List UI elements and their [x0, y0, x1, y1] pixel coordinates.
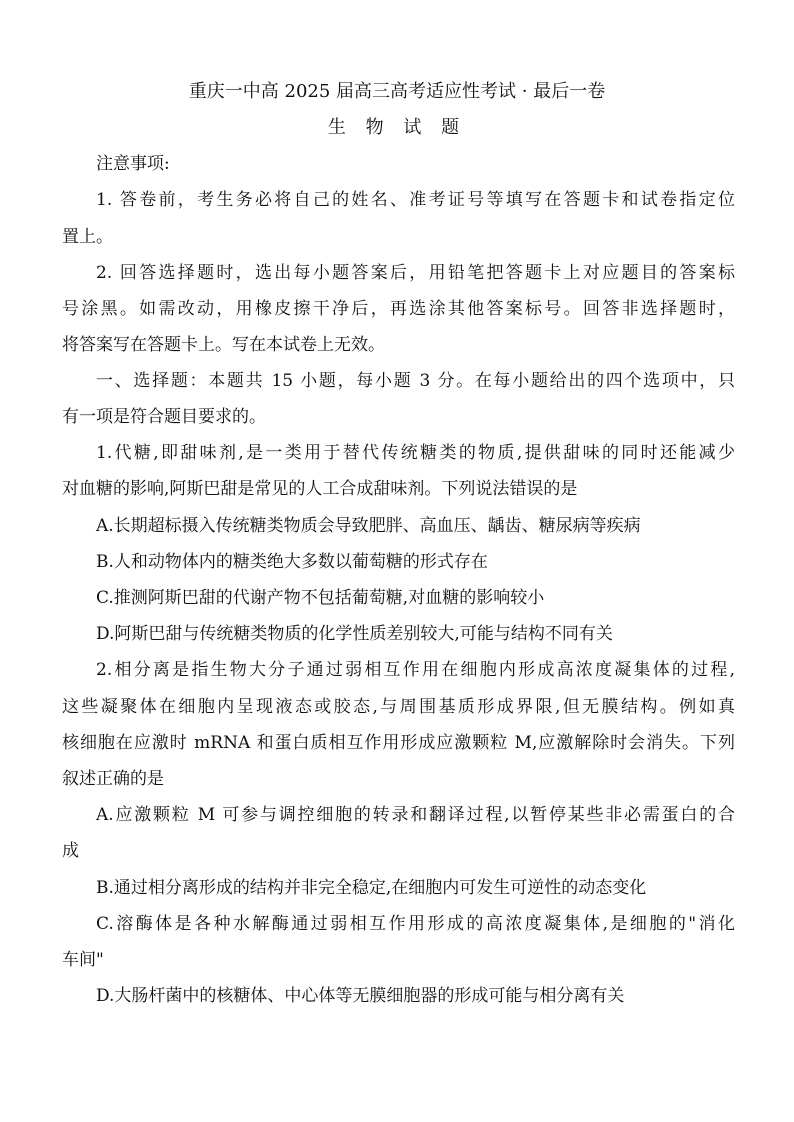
- question-1-option-a: A.长期超标摄入传统糖类物质会导致肥胖、高血压、龋齿、糖尿病等疾病: [96, 516, 641, 536]
- question-2-option-b: B.通过相分离形成的结构并非完全稳定,在细胞内可发生可逆性的动态变化: [96, 878, 647, 898]
- note-item-1-line-1: 1. 答卷前，考生务必将自己的姓名、准考证号等填写在答题卡和试卷指定位: [96, 190, 735, 210]
- question-2-option-c-line-2: 车间": [62, 950, 104, 970]
- question-2-option-a-line-2: 成: [62, 841, 79, 861]
- section-heading-line-2: 有一项是符合题目要求的。: [62, 407, 266, 427]
- note-item-2-line-2: 号涂黑。如需改动，用橡皮擦干净后，再选涂其他答案标号。回答非选择题时，: [62, 299, 735, 319]
- question-1-stem-line-2: 对血糖的影响,阿斯巴甜是常见的人工合成甜味剂。下列说法错误的是: [62, 479, 578, 499]
- question-2-stem-line-1: 2.相分离是指生物大分子通过弱相互作用在细胞内形成高浓度凝集体的过程,: [96, 660, 735, 680]
- question-1-option-b: B.人和动物体内的糖类绝大多数以葡萄糖的形式存在: [96, 552, 488, 572]
- note-item-1-line-2: 置上。: [62, 227, 113, 247]
- question-1-option-c: C.推测阿斯巴甜的代谢产物不包括葡萄糖,对血糖的影响较小: [96, 588, 545, 608]
- exam-title: 重庆一中高 2025 届高三高考适应性考试 · 最后一卷: [188, 81, 606, 102]
- notes-heading: 注意事项:: [96, 154, 170, 174]
- question-2-option-c-line-1: C.溶酶体是各种水解酶通过弱相互作用形成的高浓度凝集体,是细胞的"消化: [96, 914, 735, 934]
- question-2-option-d: D.大肠杆菌中的核糖体、中心体等无膜细胞器的形成可能与相分离有关: [96, 986, 625, 1006]
- note-item-2-line-1: 2. 回答选择题时，选出每小题答案后，用铅笔把答题卡上对应题目的答案标: [96, 263, 735, 283]
- question-2-stem-line-2: 这些凝聚体在细胞内呈现液态或胶态,与周围基质形成界限,但无膜结构。例如真: [62, 697, 735, 717]
- question-1-stem-line-1: 1.代糖,即甜味剂,是一类用于替代传统糖类的物质,提供甜味的同时还能减少: [96, 443, 735, 463]
- section-heading-line-1: 一、选择题：本题共 15 小题，每小题 3 分。在每小题给出的四个选项中，只: [96, 371, 735, 391]
- subject-title: 生 物 试 题: [327, 117, 467, 138]
- question-2-stem-line-4: 叙述正确的是: [62, 769, 164, 789]
- question-2-option-a-line-1: A.应激颗粒 M 可参与调控细胞的转录和翻译过程,以暂停某些非必需蛋白的合: [96, 805, 735, 825]
- question-2-stem-line-3: 核细胞在应激时 mRNA 和蛋白质相互作用形成应激颗粒 M,应激解除时会消失。下列: [62, 733, 735, 753]
- note-item-2-line-3: 将答案写在答题卡上。写在本试卷上无效。: [62, 335, 385, 355]
- question-1-option-d: D.阿斯巴甜与传统糖类物质的化学性质差别较大,可能与结构不同有关: [96, 624, 613, 644]
